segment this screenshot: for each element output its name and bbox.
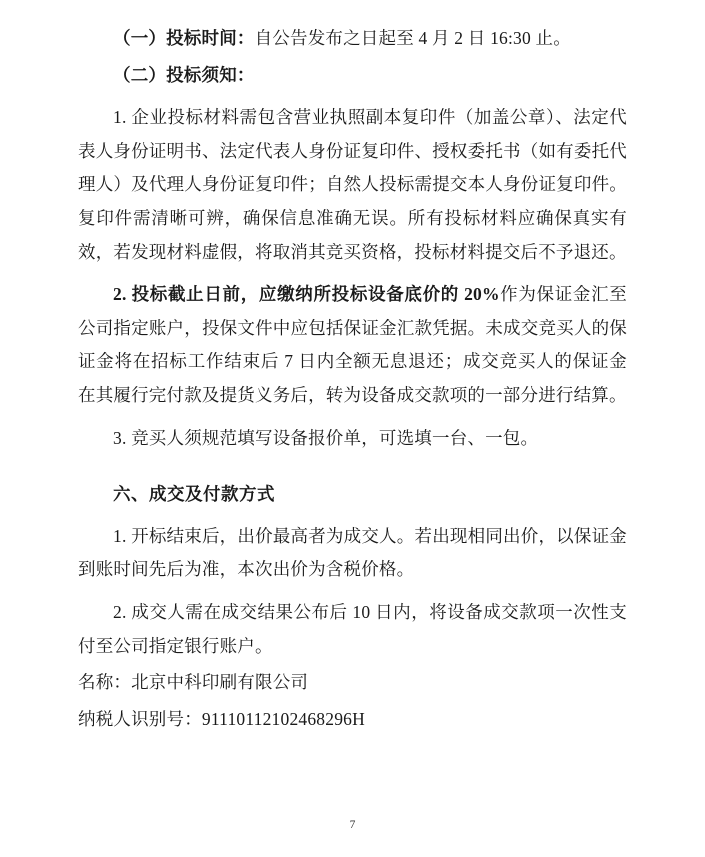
paragraph-bid-notice-heading: （二）投标须知： xyxy=(113,64,255,85)
paragraph-item-2 xyxy=(78,278,627,412)
bid-time-value: 自公告发布之日起至 4 月 2 日 16:30 止。 xyxy=(254,28,571,48)
section-heading-six: 六、成交及付款方式 xyxy=(113,484,275,505)
item-2-bold-prefix: 2. 投标截止日前，应缴纳所投标设备底价的 20% xyxy=(113,284,500,305)
paragraph-company-name: 名称：北京中科印刷有限公司 xyxy=(78,672,309,693)
paragraph-section-six-item-2: 2. 成交人需在成交结果公布后 10 日内，将设备成交款项一次性支付至公司指定银行账户。 xyxy=(78,601,627,656)
paragraph-section-six-item-1: 1. 开标结束后，出价最高者为成交人。若出现相同出价，以保证金到账时间先后为准，本次出价为含税价格。 xyxy=(78,525,627,580)
bid-time-label: （一）投标时间： xyxy=(113,28,255,48)
paragraph-item-1: 1. 企业投标材料需包含营业执照副本复印件（加盖公章）、法定代表人身份证明书、法定代表人身份证复印件、授权委托书（如有委托代理人）及代理人身份证复印件；自然人投标需提交本人身份证复印件。复印件需清晰可辨，确保信息准确无误。所有投标材料应确保真实有效，若发现材料虚假，将取消其竞买资格，投标材料提交后不予退还。 xyxy=(78,107,627,262)
item-2-suffix: 作为保证金汇至公司指定账户，投保文件中应包括保证金汇款凭据。未成交竞买人的保证金将在招标工作结束后 7 日内全额无息退还；成交竞买人的保证金在其履行完付款及提货义务后，转为设备成交款项的一部分进行结算。 xyxy=(78,284,627,405)
page-number: 7 xyxy=(349,819,356,831)
paragraph-item-3: 3. 竞买人须规范填写设备报价单，可选填一台、一包。 xyxy=(113,427,539,448)
paragraph-bid-time xyxy=(78,22,627,56)
spacer xyxy=(78,458,627,468)
paragraph-taxpayer-id: 纳税人识别号：91110112102468296H xyxy=(78,708,365,729)
